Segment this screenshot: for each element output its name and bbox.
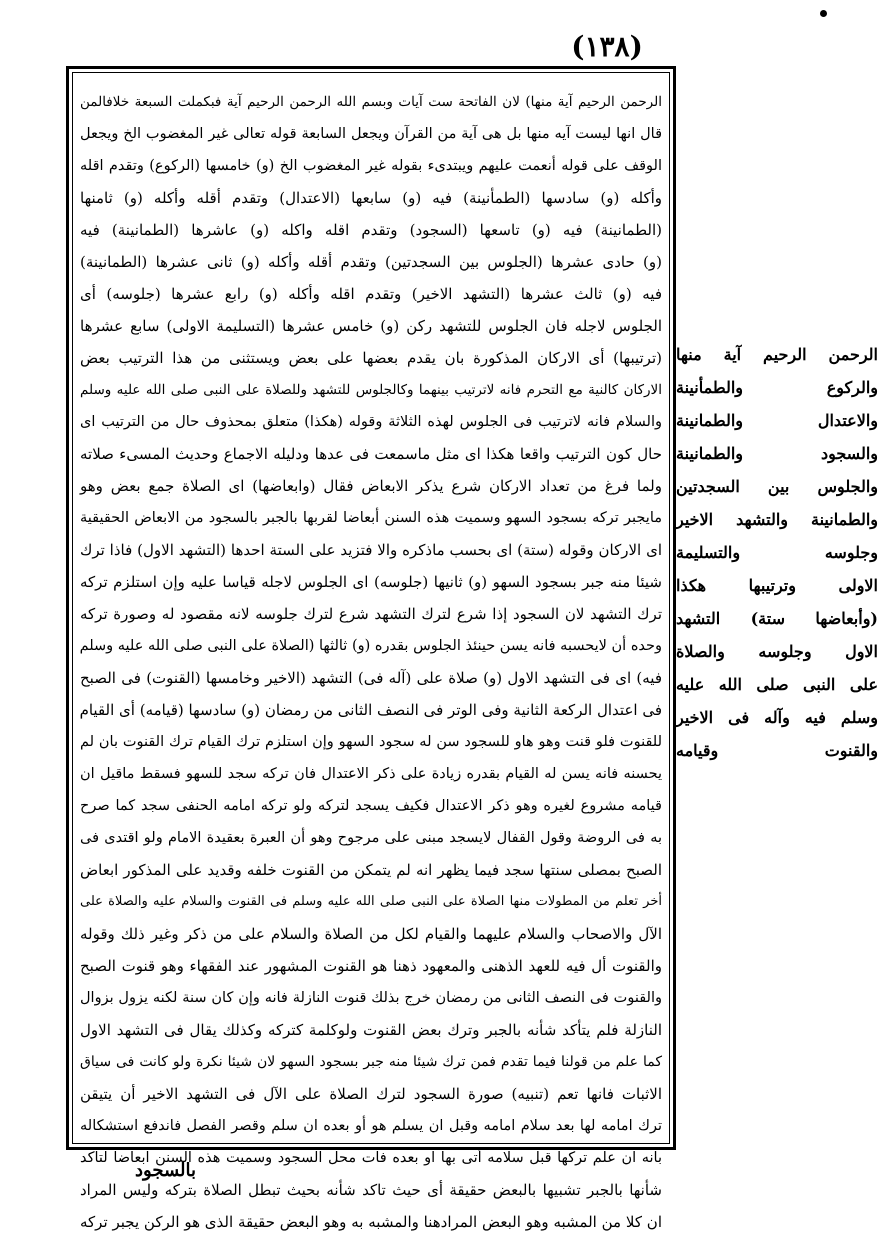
margin-line: على النبى صلى الله عليه (676, 675, 878, 694)
commentary-line: حال كون الترتيب واقعا هكذا اى مثل ماسمعت فى عدها ودليله الاجماع وحديث المسىء صلاته (80, 445, 662, 463)
commentary-line: قال انها ليست آيه منها بل هى آية من القرآن ويجعل السابعة قوله تعالى غير المغضوب الخ ويجعل (80, 126, 662, 142)
margin-line: والسجود والطمانينة (676, 444, 878, 463)
margin-line: والاعتدال والطمانينة (676, 411, 878, 430)
margin-line: الاول وجلوسه والصلاة (676, 642, 878, 661)
commentary-line: الوقف على قوله أنعمت عليهم ويبتدىء بقوله غير المغضوب الخ (و) خامسها (الركوع) وتقدم اقله (80, 158, 662, 174)
margin-line: والقنوت وقيامه (676, 741, 878, 760)
commentary-line: يحسنه فانه يسن له القيام بقدره زيادة على ذكر الاعتدال فان تركه سجد للسهو فسقط ماقيل ان (80, 766, 662, 782)
commentary-line: الجلوس لاجله فان الجلوس للتشهد ركن (و) خامس عشرها (التسليمة الاولى) سابع عشرها (80, 317, 662, 335)
commentary-line: به فى الروضة وقول القفال لايسجد مبنى على مرجوح وهو أن العبرة بعقيدة الامام ولو اقتدى فى (80, 830, 662, 846)
commentary-line: والقنوت فى النصف الثانى من رمضان خرج بذلك قنوت النازلة فانه وإن كان سنة لكنه يزول بزوال (80, 990, 662, 1006)
commentary-line: قيامه مشروع لغيره وهو ذكر الاعتدال فكيف يسجد لتركه ولو تركه امامه الحنفى سجد كما صرح (80, 798, 662, 814)
margin-line: والركوع والطمأنينة (676, 378, 878, 397)
commentary-line: (و) حادى عشرها (الجلوس بين السجدتين) وتقدم أقله وأكله (و) ثانى عشرها (الطمانينة) (80, 253, 662, 271)
page-number: (١٣٨) (571, 30, 643, 63)
commentary-line: والقنوت أل فيه للعهد الذهنى والمعهود ذهنا هو القنوت المشهور عند الفقهاء وهو قنوت الصبح (80, 957, 662, 975)
margin-line: الرحمن الرحيم آية منها (676, 345, 878, 364)
margin-line: وجلوسه والتسليمة (676, 543, 878, 562)
commentary-line: ترك التشهد لان السجود إذا شرع لترك التشهد شرع لترك جلوسه لانه مقصود له وصورة تركه (80, 605, 662, 623)
commentary-line: شأنها بالجبر تشبيها بالبعض حقيقة أى حيث تاكد شأنه بحيث تبطل الصلاة بتركه وليس المراد (80, 1181, 662, 1199)
commentary-line: ترك امامه لها بعد سلام امامه وقبل ان يسلم هو أو بعده ان سلم وقصر الفصل فاندفع استشكاله (80, 1118, 662, 1134)
margin-line: الاولى وترتيبها هكذا (676, 576, 878, 595)
commentary-line: أخر تعلم من المطولات منها الصلاة على النبى صلى الله عليه وسلم فى القنوت والسلام عليه والصلاة على (80, 894, 662, 909)
commentary-line: الصبح بمصلى سنتها سجد فيما يظهر انه لم يتمكن من القنوت خلفه وقديد على المذكور ابعاض (80, 861, 662, 879)
commentary-line: النازلة فلم يتأكد شأنه بالجبر وترك بعض القنوت ولوكلمة كتركه وكذلك يقال فى التشهد الاول (80, 1021, 662, 1039)
commentary-line: مايجبر تركه بسجود السهو وسميت هذه السنن أبعاضا لقربها بالجبر بالسجود من الابعاض الحقيقية (80, 510, 662, 526)
commentary-line: وحده أن لايحسبه فانه يسن حينئذ الجلوس بقدره (و) ثالثها (الصلاة على النبى صلى الله عليه وسلم (79, 638, 662, 654)
catchword: بالسجود (135, 1160, 196, 1181)
commentary-text (79, 86, 662, 1231)
commentary-line: كما علم من قولنا فيما تقدم فمن ترك شيئا منه جبر بسجود السهو لان شيئا نكرة ولو كانت فى سياق (80, 1054, 662, 1070)
margin-matn-text (676, 338, 878, 767)
margin-line: وسلم فيه وآله فى الاخير (676, 708, 878, 727)
margin-line: (وأبعاضها ستة) التشهد (676, 609, 878, 628)
commentary-line: بانه ان علم تركها قبل سلامه أتى بها او بعده فات محل السجود وسميت هذه السنن ابعاضا لتاكد (80, 1150, 662, 1166)
commentary-line: ولما فرغ من تعداد الاركان شرع يذكر الابعاض فقال (وابعاضها) اى الصلاة جمع بعض وهو (80, 477, 662, 495)
commentary-line: اى الاركان وقوله (ستة) اى بحسب ماذكره والا فتزيد على الستة احدها (التشهد الاول) فاذا ترك (80, 541, 662, 559)
commentary-line: الآل والاصحاب والسلام عليهما والقيام لكل من الصلاة والسلام على من ذكر وغير ذلك وقوله (80, 925, 662, 943)
commentary-line: الاثبات فانها تعم (تنبيه) صورة السجود لترك الصلاة على الآل فى التشهد الاخير أن يتيقن (80, 1085, 662, 1103)
commentary-line: فى اعتدال الركعة الثانية وفى الوتر فى النصف الثانى من رمضان (و) سادسها (قيامه) أى القيام (79, 701, 662, 719)
commentary-line: ان كلا من المشبه وهو البعض المرادهنا والمشبه به وهو البعض حقيقة الذى هو الركن يجبر تركه (80, 1213, 662, 1231)
commentary-line: الرحمن الرحيم آية منها) لان الفاتحة ست آيات وبسم الله الرحمن الرحيم آية فبكملت السبعة خلافالمن (80, 94, 662, 110)
margin-line: والجلوس بين السجدتين (676, 477, 878, 496)
commentary-line: للقنوت فلو قنت وهو هاو للسجود سن له سجود السهو وإن استلزم ترك القيام ترك القنوت بان لم (80, 734, 662, 750)
commentary-line: فيه (و) ثالث عشرها (التشهد الاخير) وتقدم اقله وأكله (و) رابع عشرها (جلوسه) أى (80, 285, 662, 303)
commentary-line: (الطمانينة) فيه (و) تاسعها (السجود) وتقدم اقله واكله (و) عاشرها (الطمانينة) فيه (80, 221, 662, 239)
commentary-line: فيه) اى فى التشهد الاول (و) صلاة على (آله فى) التشهد (الاخير وخامسها (القنوت) فى الصبح (80, 669, 662, 687)
commentary-line: وأكله (و) سادسها (الطمأنينة) فيه (و) سابعها (الاعتدال) وتقدم أقله وأكله (و) ثامنها (80, 189, 662, 207)
margin-line: والطمانينة والتشهد الاخير (676, 510, 878, 529)
commentary-line: شيئا منه جبر بسجود السهو (و) ثانيها (جلوسه) اى الجلوس لاجله قياسا عليه وإن استلزم تركه (80, 573, 662, 591)
ink-dot (820, 10, 827, 17)
commentary-line: (ترتيبها) أى الاركان المذكورة بان يقدم بعضها على بعض ويستثنى من هذا الترتيب بعض (80, 349, 662, 367)
commentary-line: الاركان كالنية مع التحرم فانه لاترتيب بينهما وكالجلوس للتشهد وللصلاة على النبى صلى الله عليه وسلم (80, 382, 662, 398)
commentary-line: والسلام فانه لاترتيب فى الجلوس لهذه الثلاثة وقوله (هكذا) متعلق بمحذوف حال من الترتيب اى (80, 414, 662, 430)
